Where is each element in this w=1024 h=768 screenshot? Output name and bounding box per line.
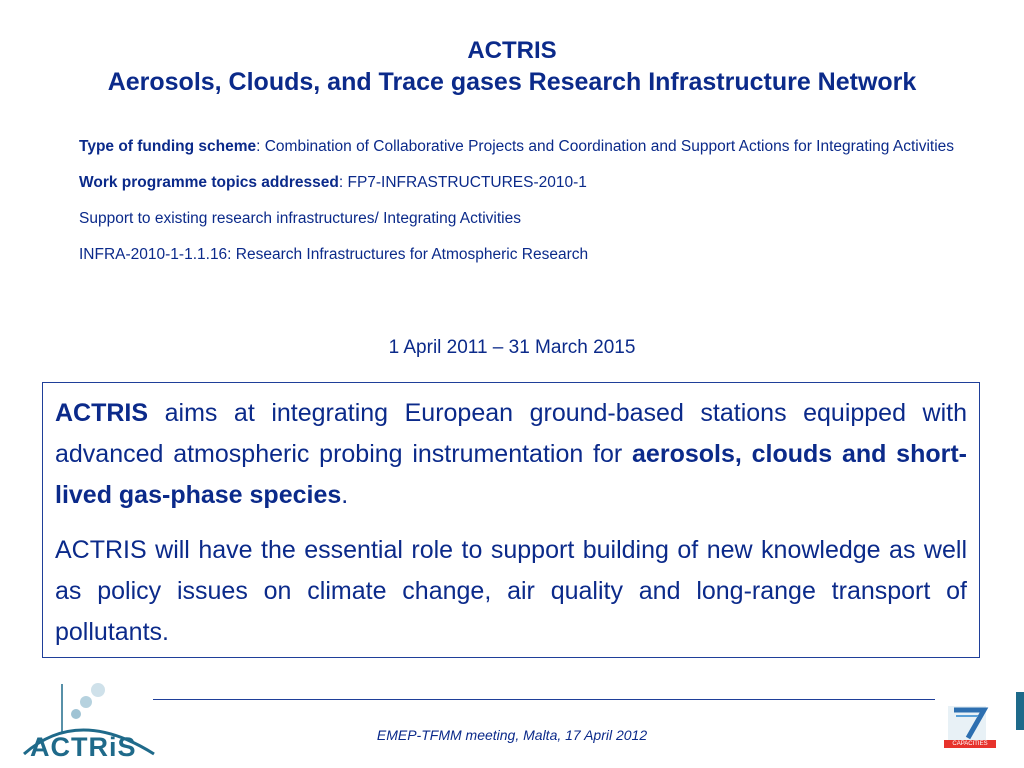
project-details xyxy=(79,135,959,279)
funding-scheme-value: : Combination of Collaborative Projects and Coordination and Support Actions for Integrating Activities xyxy=(256,138,955,155)
work-programme xyxy=(79,171,959,194)
summary-text-1: aims at integrating European ground-based stations equipped with advanced atmospheric probing instrumentation for xyxy=(55,399,967,468)
summary-paragraph-1 xyxy=(55,393,967,516)
fp7-capacities-label: CAPACITIES xyxy=(944,740,996,748)
summary-strong-species: aerosols, clouds and short-lived gas-phase species xyxy=(55,440,968,509)
funding-scheme xyxy=(79,135,959,158)
footer-divider xyxy=(153,699,935,700)
funding-scheme-label: Type of funding scheme xyxy=(79,138,257,155)
infra-line: INFRA-2010-1-1.1.16: Research Infrastructures for Atmospheric Research xyxy=(79,246,589,263)
summary-box xyxy=(42,382,980,658)
title-full-name: Aerosols, Clouds, and Trace gases Research Infrastructure Network xyxy=(107,68,917,96)
project-dates: 1 April 2011 – 31 March 2015 xyxy=(388,337,636,358)
work-programme-value: : FP7-INFRASTRUCTURES-2010-1 xyxy=(338,174,587,191)
page-title xyxy=(0,36,1024,98)
title-acronym: ACTRIS xyxy=(467,37,557,64)
footer-meeting: EMEP-TFMM meeting, Malta, 17 April 2012 xyxy=(376,727,648,743)
summary-end: . xyxy=(341,481,349,509)
summary-strong-actris: ACTRIS xyxy=(55,399,149,427)
summary-paragraph-2: ACTRIS will have the essential role to support building of new knowledge as well as policy issues on climate change, air quality and long-range transport of pollutants. xyxy=(55,536,967,646)
actris-logo-text: ACTRiS xyxy=(30,732,137,762)
work-programme-label: Work programme topics addressed xyxy=(79,174,339,191)
support-line: Support to existing research infrastructures/ Integrating Activities xyxy=(79,210,521,227)
corner-decoration xyxy=(1016,692,1024,730)
